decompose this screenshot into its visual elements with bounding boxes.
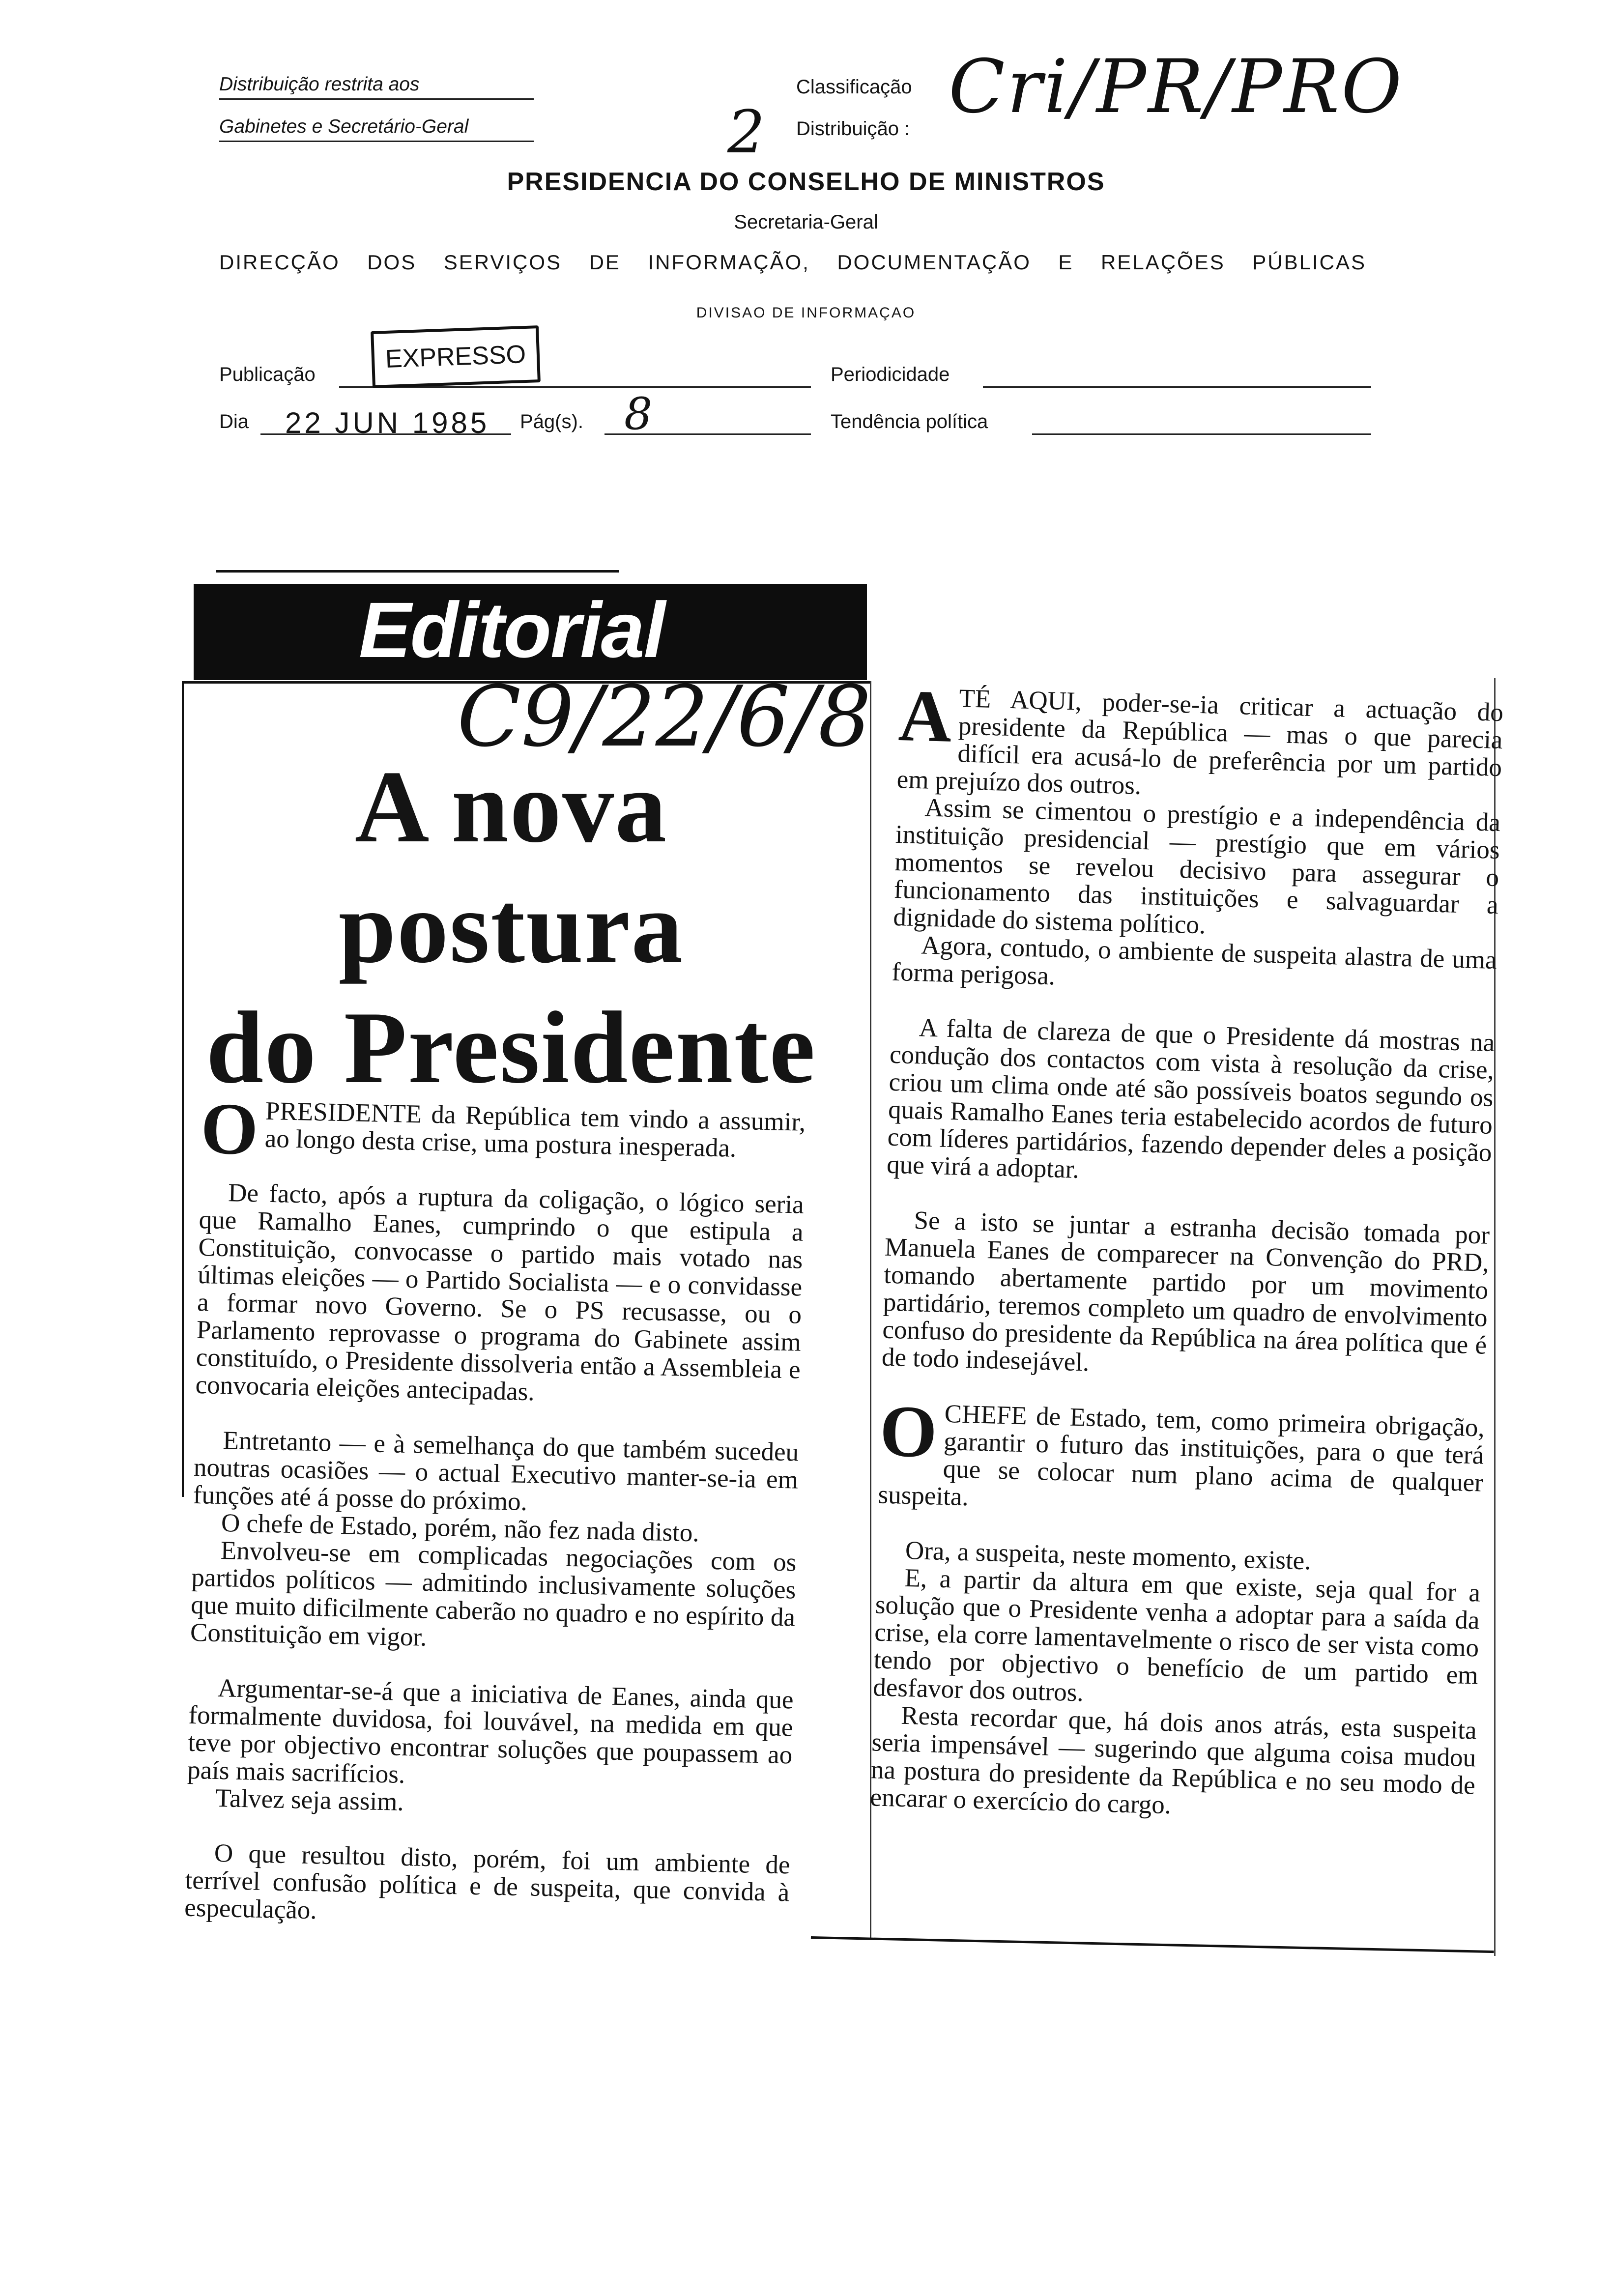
- paragraph: E, a partir da altura em que existe, seja qual for a solução que o Presidente venha a adoptar para a saída da crise, ela corre lamentavelmente o risco de ser vista como tendo por objectivo o benefício de um partido em desfavor dos outros.: [872, 1563, 1481, 1707]
- organization-title: PRESIDENCIA DO CONSELHO DE MINISTROS: [507, 168, 1105, 196]
- paragraph-text: PRESIDENTE da República tem vindo a assumir, ao longo desta crise, uma postura inesperada.: [264, 1096, 806, 1163]
- day-value: 22 JUN 1985: [285, 406, 490, 439]
- secretariat-title: Secretaria-Geral: [734, 211, 878, 233]
- distribution-rule-2: [219, 141, 534, 142]
- direction-title: DIRECÇÃO DOS SERVIÇOS DE INFORMAÇÃO, DOCUMENTAÇÃO E RELAÇÕES PÚBLICAS: [219, 251, 1366, 274]
- paragraph: Envolveu-se em complicadas negociações com os partidos políticos — admitindo inclusivamente soluções que muito dificilmente caberão no quadro e no espírito da Constituição em vigor.: [190, 1536, 797, 1652]
- drop-cap: O: [200, 1088, 259, 1171]
- paragraph: Assim se cimentou o prestígio e a independência da instituição presidencial — prestígio que em vários momentos se revelou decisivo para assegurar o funcionamento das instituições e salvaguardar a dignidade do sistema político.: [892, 793, 1501, 940]
- periodicity-label: Periodicidade: [831, 364, 950, 385]
- drop-cap: A: [897, 675, 953, 758]
- article-left-column: [184, 1088, 806, 1934]
- handwritten-archive-stamp: C9/22/6/8: [457, 668, 871, 766]
- paragraph: O chefe de Estado, porém, não fez nada disto.: [221, 1509, 700, 1548]
- paragraph: Se a isto se juntar a estranha decisão tomada por Manuela Eanes de comparecer na Convenção do PRD, tomando abertamente partido por um movimento partidário, teremos completo um quadro de envolvimento confuso do presidente da República na área política que é de todo indesejável.: [881, 1206, 1490, 1377]
- day-label: Dia: [219, 411, 249, 432]
- clipping-top-rule: [216, 570, 619, 573]
- periodicity-field-rule: [983, 386, 1371, 388]
- headline-line-2: postura: [338, 870, 684, 984]
- paragraph-text: TÉ AQUI, poder-se-ia criticar a actuação do presidente da República — mas o que parecia difícil era acusá-lo de preferência por um partido em prejuízo dos outros.: [896, 684, 1504, 800]
- editorial-banner-text: Editorial: [359, 586, 665, 674]
- paragraph: Talvez seja assim.: [215, 1783, 404, 1816]
- day-field-rule: [260, 433, 511, 435]
- paragraph-text: CHEFE de Estado, tem, como primeira obrigação, garantir o futuro das instituições, para o que terá que se colocar num plano acima de qualquer suspeita.: [877, 1399, 1485, 1512]
- division-title: DIVISAO DE INFORMAÇAO: [696, 305, 916, 321]
- pages-field-rule: [604, 433, 811, 435]
- handwritten-page-number: 2: [727, 98, 765, 167]
- paragraph: Agora, contudo, o ambiente de suspeita alastra de uma forma perigosa.: [891, 931, 1497, 991]
- tendency-field-rule: [1032, 433, 1371, 435]
- pages-value: 8: [624, 388, 653, 440]
- clipping-bottom-rule: [811, 1936, 1494, 1953]
- headline-line-1: A nova: [354, 750, 668, 864]
- pages-label: Pág(s).: [520, 411, 583, 432]
- article-right-column: [869, 675, 1504, 1827]
- paragraph: Ora, a suspeita, neste momento, existe.: [905, 1536, 1312, 1576]
- paragraph: A falta de clareza de que o Presidente dá mostras na condução dos contactos com vista à resolução da crise, criou um clima onde até são possíveis boatos segundo os quais Ramalho Eanes teria estabelecido acordos de futuro com líderes partidários, fazendo depender deles a posição que virá a adoptar.: [886, 1013, 1496, 1184]
- headline: [167, 747, 855, 1108]
- drop-cap: O: [878, 1390, 938, 1473]
- publication-label: Publicação: [219, 364, 316, 385]
- distribution-label: Distribuição :: [796, 118, 910, 140]
- paragraph: O que resultou disto, porém, foi um ambiente de terrível confusão política e de suspeita, que convida à especulação.: [184, 1838, 791, 1925]
- paragraph: De facto, após a ruptura da coligação, o lógico seria que Ramalho Eanes, cumprindo o que estipula a Constituição, convocasse o partido mais votado nas últimas eleições — o Partido Socialista — e o convidasse a formar novo Governo. Se o PS recusasse, ou o Parlamento reprovasse o programa do Gabinete assim constituído, o Presidente dissolveria então a Assembleia e convocaria eleições antecipadas.: [195, 1178, 805, 1406]
- classification-label: Classificação: [796, 76, 912, 98]
- distribution-line-2: Gabinetes e Secretário-Geral: [219, 116, 469, 137]
- paragraph: [896, 675, 1504, 809]
- handwritten-classification: Cri/PR/PRO: [949, 44, 1404, 130]
- distribution-line-1: Distribuição restrita aos: [219, 74, 420, 95]
- publication-stamp: EXPRESSO: [371, 325, 541, 388]
- paragraph: Resta recordar que, há dois anos atrás, esta suspeita seria impensável — sugerindo que alguma coisa mudou na postura do presidente da República e no seu modo de encarar o exercício do cargo.: [869, 1701, 1477, 1820]
- paragraph: [877, 1390, 1485, 1524]
- tendency-label: Tendência política: [831, 411, 988, 432]
- distribution-rule-1: [219, 98, 534, 100]
- paragraph: Argumentar-se-á que a iniciativa de Eanes, ainda que formalmente duvidosa, foi louvável, na medida em que teve por objectivo encontrar soluções que poupassem ao país mais sacrifícios.: [187, 1673, 794, 1789]
- headline-line-3: do Presidente: [206, 991, 816, 1105]
- paragraph: Entretanto — e à semelhança do que também sucedeu noutras ocasiões — o actual Executivo manter-se-ia em funções até á posse do próximo.: [193, 1426, 799, 1517]
